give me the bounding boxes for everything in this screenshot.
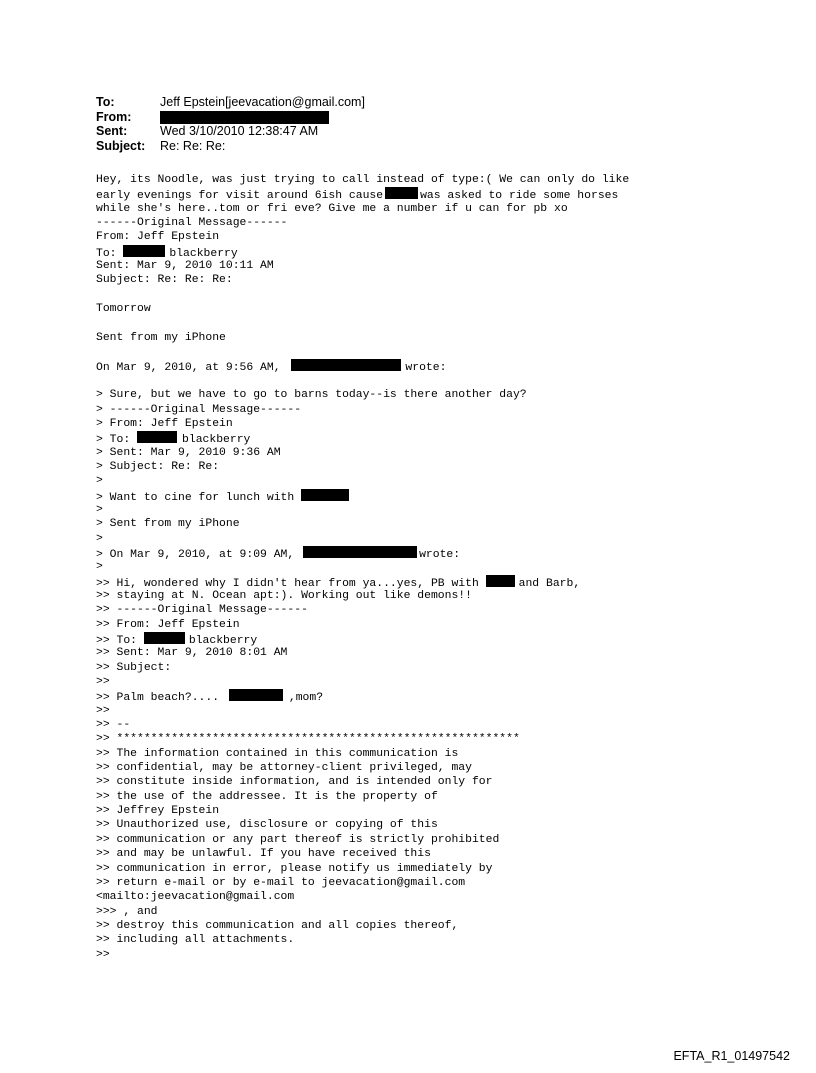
body-line: > Sent: Mar 9, 2010 9:36 AM xyxy=(96,446,281,459)
sent-value: Wed 3/10/2010 12:38:47 AM xyxy=(160,124,319,138)
body-line: > xyxy=(96,475,103,488)
body-line: >>> , and xyxy=(96,905,158,918)
body-line: Sent: Mar 9, 2010 10:11 AM xyxy=(96,260,274,273)
redaction-box xyxy=(144,632,185,644)
body-line: >> and may be unlawful. If you have received this xyxy=(96,848,431,861)
body-line: >> -- xyxy=(96,719,131,732)
body-line: > From: Jeff Epstein xyxy=(96,417,233,430)
body-text-segment: wrote: xyxy=(419,548,461,561)
body-text-segment: was asked to ride some horses xyxy=(420,190,619,203)
body-line: >> Sent: Mar 9, 2010 8:01 AM xyxy=(96,647,288,660)
body-text-segment: > To: xyxy=(96,434,131,447)
body-line: >> Subject: xyxy=(96,661,172,674)
body-text-segment: blackberry xyxy=(182,434,251,447)
body-line: >> including all attachments. xyxy=(96,934,295,947)
email-body xyxy=(96,173,796,962)
body-line: > Sent from my iPhone xyxy=(96,518,240,531)
body-line: >> xyxy=(96,676,110,689)
redaction-box xyxy=(160,111,329,124)
redaction-box xyxy=(291,359,401,371)
redaction-box xyxy=(301,489,349,501)
blank-line xyxy=(96,316,796,330)
body-line xyxy=(96,489,796,503)
from-label: From: xyxy=(96,109,132,124)
redaction-box xyxy=(229,689,283,701)
body-line: >> Unauthorized use, disclosure or copying of this xyxy=(96,819,438,832)
body-line: > Subject: Re: Re: xyxy=(96,460,220,473)
to-value: Jeff Epstein[jeevacation@gmail.com] xyxy=(160,95,365,109)
body-line: > ------Original Message------ xyxy=(96,403,302,416)
sent-label: Sent: xyxy=(96,124,128,138)
body-text-segment: wrote: xyxy=(405,362,447,375)
body-text-segment: early evenings for visit around 6ish cause xyxy=(96,190,384,203)
body-text-segment: blackberry xyxy=(169,247,238,260)
body-line: >> xyxy=(96,704,110,717)
body-line: while she's here..tom or fri eve? Give me a number if u can for pb xo xyxy=(96,202,568,215)
body-line: > xyxy=(96,532,103,545)
body-line: >> From: Jeff Epstein xyxy=(96,618,240,631)
body-line: >> destroy this communication and all copies thereof, xyxy=(96,919,459,932)
body-line: >> ------Original Message------ xyxy=(96,604,308,617)
subject-label: Subject: xyxy=(96,138,146,153)
body-line xyxy=(96,187,796,201)
body-line: >> *********************************************************** xyxy=(96,733,520,746)
blank-line xyxy=(96,374,796,388)
body-line xyxy=(96,245,796,259)
body-line: >> staying at N. Ocean apt:). Working out like demons!! xyxy=(96,589,472,602)
body-line xyxy=(96,431,796,445)
body-line: > xyxy=(96,503,103,516)
body-line: >> communication or any part thereof is strictly prohibited xyxy=(96,833,500,846)
body-line xyxy=(96,689,796,703)
body-line: Hey, its Noodle, was just trying to call instead of type:( We can only do like xyxy=(96,174,630,186)
body-text-segment: To: xyxy=(96,247,117,260)
blank-line xyxy=(96,345,796,359)
body-line: >> confidential, may be attorney-client privileged, may xyxy=(96,762,472,775)
redaction-box xyxy=(486,575,515,587)
body-line: > Sure, but we have to go to barns today--is there another day? xyxy=(96,389,527,402)
body-line: >> xyxy=(96,948,110,961)
body-text-segment: >> Palm beach?.... xyxy=(96,692,220,705)
body-text-segment: On Mar 9, 2010, at 9:56 AM, xyxy=(96,362,281,375)
document-id: EFTA_R1_01497542 xyxy=(673,1049,790,1063)
body-text-segment: >> To: xyxy=(96,635,138,647)
redaction-box xyxy=(385,187,418,199)
body-line: From: Jeff Epstein xyxy=(96,231,220,244)
body-line: Sent from my iPhone xyxy=(96,331,226,344)
body-line: >> Jeffrey Epstein xyxy=(96,805,220,818)
body-line xyxy=(96,546,796,560)
blank-line xyxy=(96,288,796,302)
body-text-segment: > On Mar 9, 2010, at 9:09 AM, xyxy=(96,548,295,561)
body-line: >> return e-mail or by e-mail to jeevacation@gmail.com xyxy=(96,876,466,889)
to-label: To: xyxy=(96,95,115,109)
redaction-box xyxy=(137,431,177,443)
body-text-segment: ,mom? xyxy=(288,692,324,705)
body-line: Subject: Re: Re: Re: xyxy=(96,274,233,287)
body-line: >> communication in error, please notify us immediately by xyxy=(96,862,493,875)
body-line: >> constitute inside information, and is intended only for xyxy=(96,776,493,789)
body-line: > xyxy=(96,561,103,574)
body-line xyxy=(96,575,796,589)
body-line: ------Original Message------ xyxy=(96,217,288,230)
redaction-box xyxy=(303,546,417,558)
body-text-segment: and Barb, xyxy=(518,577,581,590)
body-line: <mailto:jeevacation@gmail.com xyxy=(96,891,295,904)
body-text-segment: > Want to cine for lunch with xyxy=(96,491,295,504)
body-line: Tomorrow xyxy=(96,303,151,316)
body-text-segment: >> Hi, wondered why I didn't hear from ya...yes, PB with xyxy=(96,577,479,590)
redaction-box xyxy=(123,245,165,257)
body-text-segment: blackberry xyxy=(188,635,258,647)
body-line: >> The information contained in this communication is xyxy=(96,747,459,760)
subject-value: Re: Re: Re: xyxy=(160,138,226,153)
body-line xyxy=(96,359,796,373)
body-line xyxy=(96,632,796,646)
body-line: >> the use of the addressee. It is the property of xyxy=(96,790,438,803)
